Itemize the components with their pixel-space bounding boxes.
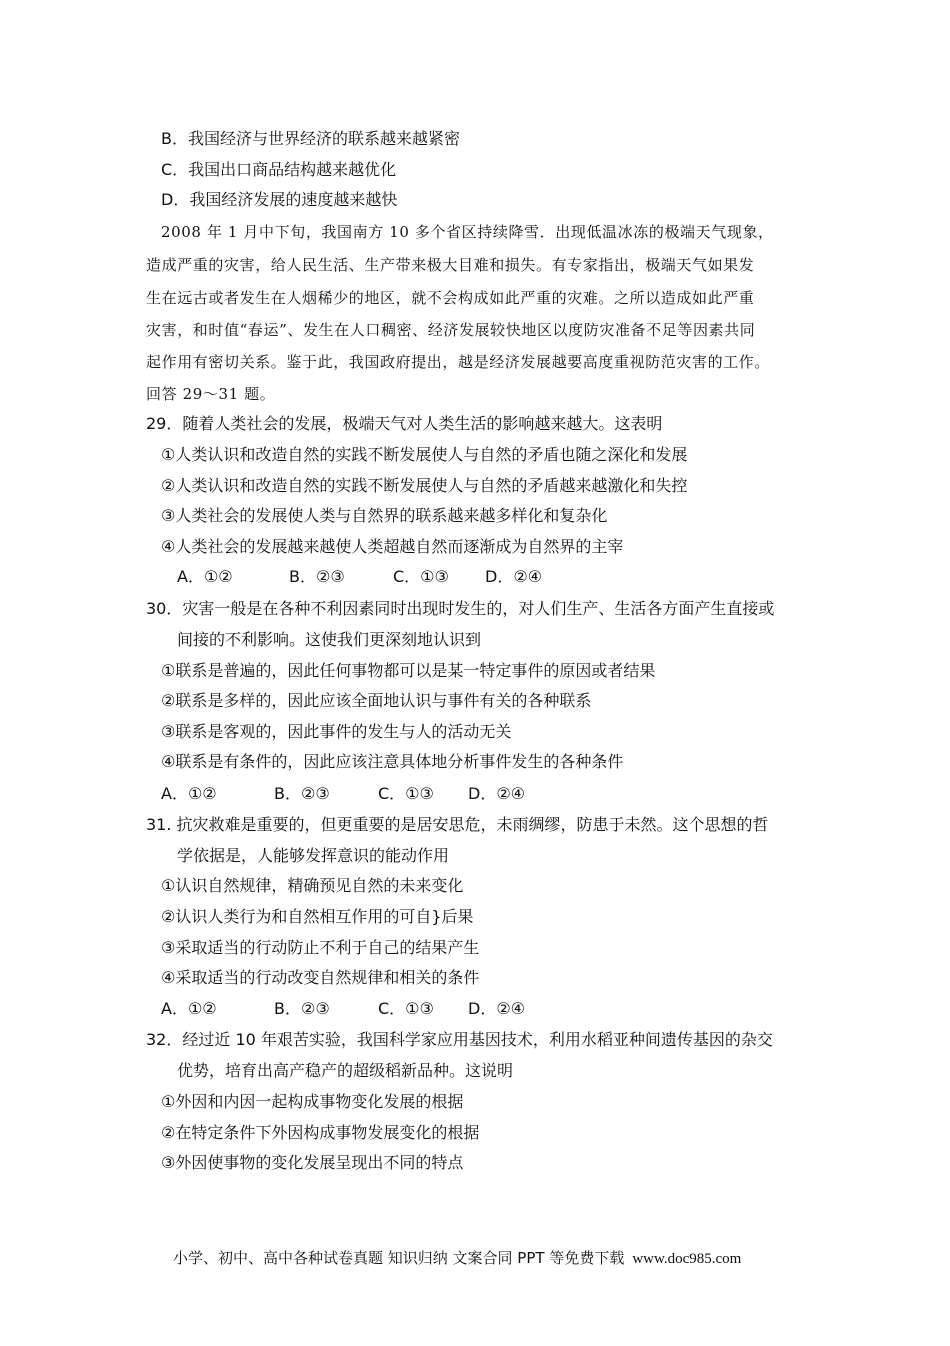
q29-item-1: ①人类认识和改造自然的实践不断发展使人与自然的矛盾也随之深化和发展 bbox=[161, 445, 688, 464]
q29-option-c: C．①③ bbox=[393, 567, 449, 586]
footer-url[interactable]: www.doc985.com bbox=[632, 1251, 742, 1267]
q31-option-d: D．②④ bbox=[468, 999, 526, 1018]
q31-item-4: ④采取适当的行动改变自然规律和相关的条件 bbox=[161, 968, 480, 987]
material-line-4: 灾害，和时值“春运”、发生在人口稠密、经济发展较快地区以度防灾准备不足等因素共同 bbox=[146, 321, 756, 339]
q31-options bbox=[161, 999, 525, 1019]
q31-option-c: C．①③ bbox=[378, 999, 434, 1018]
q32-item-3: ③外因使事物的变化发展呈现出不同的特点 bbox=[161, 1153, 464, 1172]
q32-item-2: ②在特定条件下外因构成事物发展变化的根据 bbox=[161, 1123, 480, 1142]
q28-option-c: C．我国出口商品结构越来越优化 bbox=[161, 160, 397, 179]
material-line-3: 生在远古或者发生在人烟稀少的地区，就不会构成如此严重的灾难。之所以造成如此严重 bbox=[146, 289, 755, 307]
q30-item-2: ②联系是多样的，因此应该全面地认识与事件有关的各种联系 bbox=[161, 691, 592, 710]
q30-option-c: C．①③ bbox=[378, 784, 434, 803]
q30-item-3: ③联系是客观的，因此事件的发生与人的活动无关 bbox=[161, 722, 512, 741]
material-line-1: 2008 年 1 月中下旬，我国南方 10 多个省区持续降雪．出现低温冰冻的极端天气现象， bbox=[161, 223, 774, 241]
q30-item-1: ①联系是普遍的，因此任何事物都可以是某一特定事件的原因或者结果 bbox=[161, 661, 656, 680]
q31-stem-line-1: 31. 抗灾救难是重要的，但更重要的是居安思危，未雨绸缪，防患于未然。这个思想的哲 bbox=[146, 815, 769, 834]
q30-option-d: D．②④ bbox=[468, 784, 526, 803]
q29-option-d: D．②④ bbox=[485, 567, 543, 586]
q31-option-a: A．①② bbox=[161, 999, 217, 1018]
q31-item-3: ③采取适当的行动防止不利于自己的结果产生 bbox=[161, 938, 480, 957]
q32-item-1: ①外因和内因一起构成事物变化发展的根据 bbox=[161, 1092, 464, 1111]
q29-option-b: B．②③ bbox=[289, 567, 345, 586]
q30-item-4: ④联系是有条件的，因此应该注意具体地分析事件发生的各种条件 bbox=[161, 752, 624, 771]
q32-stem-line-1: 32．经过近 10 年艰苦实验，我国科学家应用基因技术，利用水稻亚种间遗传基因的杂交 bbox=[146, 1030, 773, 1049]
q29-options bbox=[177, 567, 542, 587]
q31-stem-line-2: 学依据是，人能够发挥意识的能动作用 bbox=[177, 846, 450, 865]
q30-stem-line-2: 间接的不利影响。这使我们更深刻地认识到 bbox=[177, 630, 482, 649]
q29-item-4: ④人类社会的发展越来越使人类超越自然而逐渐成为自然界的主宰 bbox=[161, 537, 624, 556]
footer-text: 小学、初中、高中各种试卷真题 知识归纳 文案合同 PPT 等免费下载 bbox=[173, 1249, 625, 1267]
q31-option-b: B．②③ bbox=[274, 999, 330, 1018]
q30-options bbox=[161, 784, 525, 804]
q31-item-1: ①认识自然规律，精确预见自然的未来变化 bbox=[161, 876, 464, 895]
q31-item-2: ②认识人类行为和自然相互作用的可自}后果 bbox=[161, 907, 474, 926]
q30-stem-line-1: 30．灾害一般是在各种不利因素同时出现时发生的，对人们生产、生活各方面产生直接或 bbox=[146, 599, 775, 618]
q30-option-b: B．②③ bbox=[274, 784, 330, 803]
q29-option-a: A．①② bbox=[177, 567, 233, 586]
page-footer bbox=[173, 1248, 741, 1269]
q29-stem: 29．随着人类社会的发展，极端天气对人类生活的影响越来越大。这表明 bbox=[146, 414, 663, 433]
q28-option-b: B．我国经济与世界经济的联系越来越紧密 bbox=[161, 129, 460, 148]
q30-option-a: A．①② bbox=[161, 784, 217, 803]
material-line-2: 造成严重的灾害，给人民生活、生产带来极大目难和损失。有专家指出，极端天气如果发 bbox=[146, 256, 755, 274]
q29-item-3: ③人类社会的发展使人类与自然界的联系越来越多样化和复杂化 bbox=[161, 506, 608, 525]
q28-option-d: D．我国经济发展的速度越来越快 bbox=[161, 190, 398, 209]
q29-item-2: ②人类认识和改造自然的实践不断发展使人与自然的矛盾越来越激化和失控 bbox=[161, 476, 688, 495]
q32-stem-line-2: 优势，培育出高产稳产的超级稻新品种。这说明 bbox=[177, 1061, 514, 1080]
material-line-6: 回答 29～31 题。 bbox=[146, 385, 276, 403]
material-line-5: 起作用有密切关系。鉴于此，我国政府提出，越是经济发展越要高度重视防范灾害的工作。 bbox=[146, 353, 771, 371]
